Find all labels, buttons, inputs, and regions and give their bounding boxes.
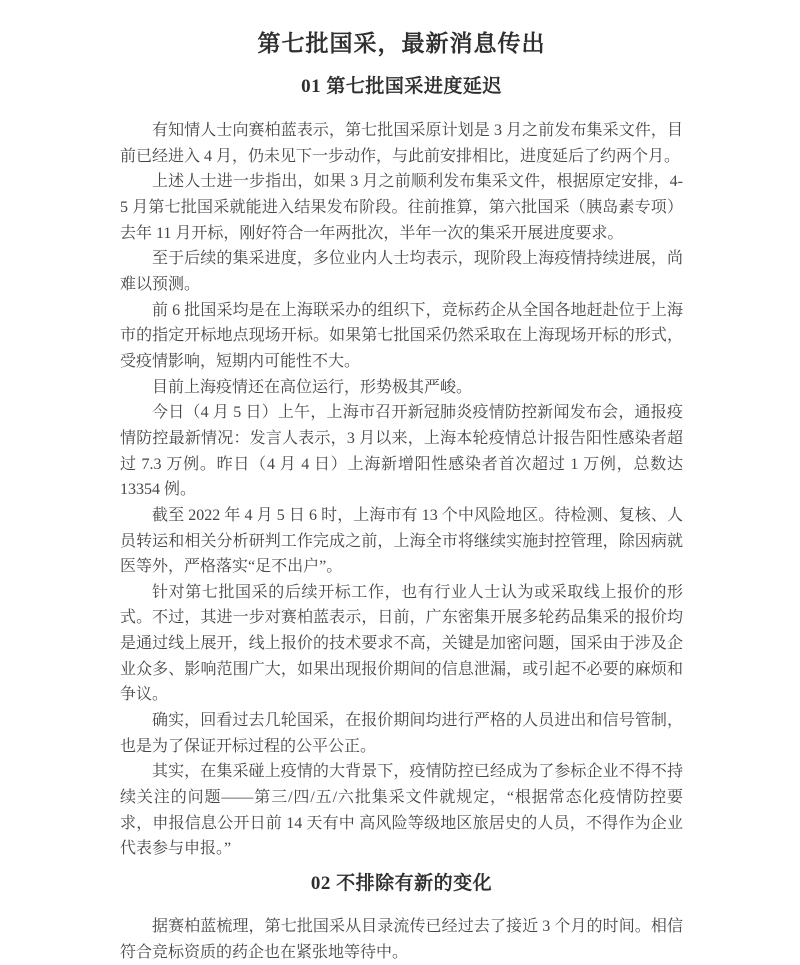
section-1-heading: 01 第七批国采进度延迟 <box>301 76 502 97</box>
section-1-paragraph-10: 其实，在集采碰上疫情的大背景下，疫情防控已经成为了参标企业不得不持续关注的问题——第三/四/五/六批集采文件就规定，“根据常态化疫情防控要求，申报信息公开日前 14 天有中 高风险等级地区旅居史的人员，不得作为企业代表参与申报。” <box>120 763 683 858</box>
section-1-paragraph-9: 确实，回看过去几轮国采，在报价期间均进行严格的人员进出和信号管制，也是为了保证开标过程的公平公正。 <box>120 712 683 755</box>
section-1-paragraph-7: 截至 2022 年 4 月 5 日 6 时，上海市有 13 个中风险地区。待检测、复核、人员转运和相关分析研判工作完成之前，上海全市将继续实施封控管理，除因病就医等外，严格落实“足不出户”。 <box>120 506 683 576</box>
section-1-paragraph-8: 针对第七批国采的后续开标工作，也有行业人士认为或采取线上报价的形式。不过，其进一步对赛柏蓝表示，日前，广东密集开展多轮药品集采的报价均是通过线上展开，线上报价的技术要求不高，关键是加密问题，国采由于涉及企业众多、影响范围广大，如果出现报价期间的信息泄漏，或引起不必要的麻烦和争议。 <box>120 583 683 704</box>
section-1-paragraph-1: 有知情人士向赛柏蓝表示，第七批国采原计划是 3 月之前发布集采文件，目前已经进入 4 月，仍未见下一步动作，与此前安排相比，进度延后了约两个月。 <box>120 122 683 165</box>
section-2-paragraph-1: 据赛柏蓝梳理，第七批国采从目录流传已经过去了接近 3 个月的时间。相信符合竞标资质的药企也在紧张地等待中。 <box>120 918 683 961</box>
section-1-paragraph-4: 前 6 批国采均是在上海联采办的组织下，竞标药企从全国各地赶赴位于上海市的指定开标地点现场开标。如果第七批国采仍然采取在上海现场开标的形式，受疫情影响，短期内可能性不大。 <box>120 301 683 370</box>
section-2-heading: 02 不排除有新的变化 <box>310 873 493 895</box>
section-1-paragraph-3: 至于后续的集采进度，多位业内人士均表示，现阶段上海疫情持续进展，尚难以预测。 <box>120 250 683 293</box>
article-title: 第七批国采，最新消息传出 <box>257 31 546 56</box>
section-1-paragraph-6: 今日（4 月 5 日）上午，上海市召开新冠肺炎疫情防控新闻发布会，通报疫情防控最新情况：发言人表示，3 月以来，上海本轮疫情总计报告阳性感染者超过 7.3 万例。昨日（4 月 4 日）上海新增阳性感染者首次超过 1 万例，总数达 13354 例。 <box>120 404 683 499</box>
section-1-paragraph-2: 上述人士进一步指出，如果 3 月之前顺利发布集采文件，根据原定安排，4-5 月第七批国采就能进入结果发布阶段。往前推算，第六批国采（胰岛素专项）去年 11 月开标，刚好符合一年两批次，半年一次的集采开展进度要求。 <box>120 173 683 242</box>
section-1-paragraph-5: 目前上海疫情还在高位运行，形势极其严峻。 <box>152 378 473 396</box>
